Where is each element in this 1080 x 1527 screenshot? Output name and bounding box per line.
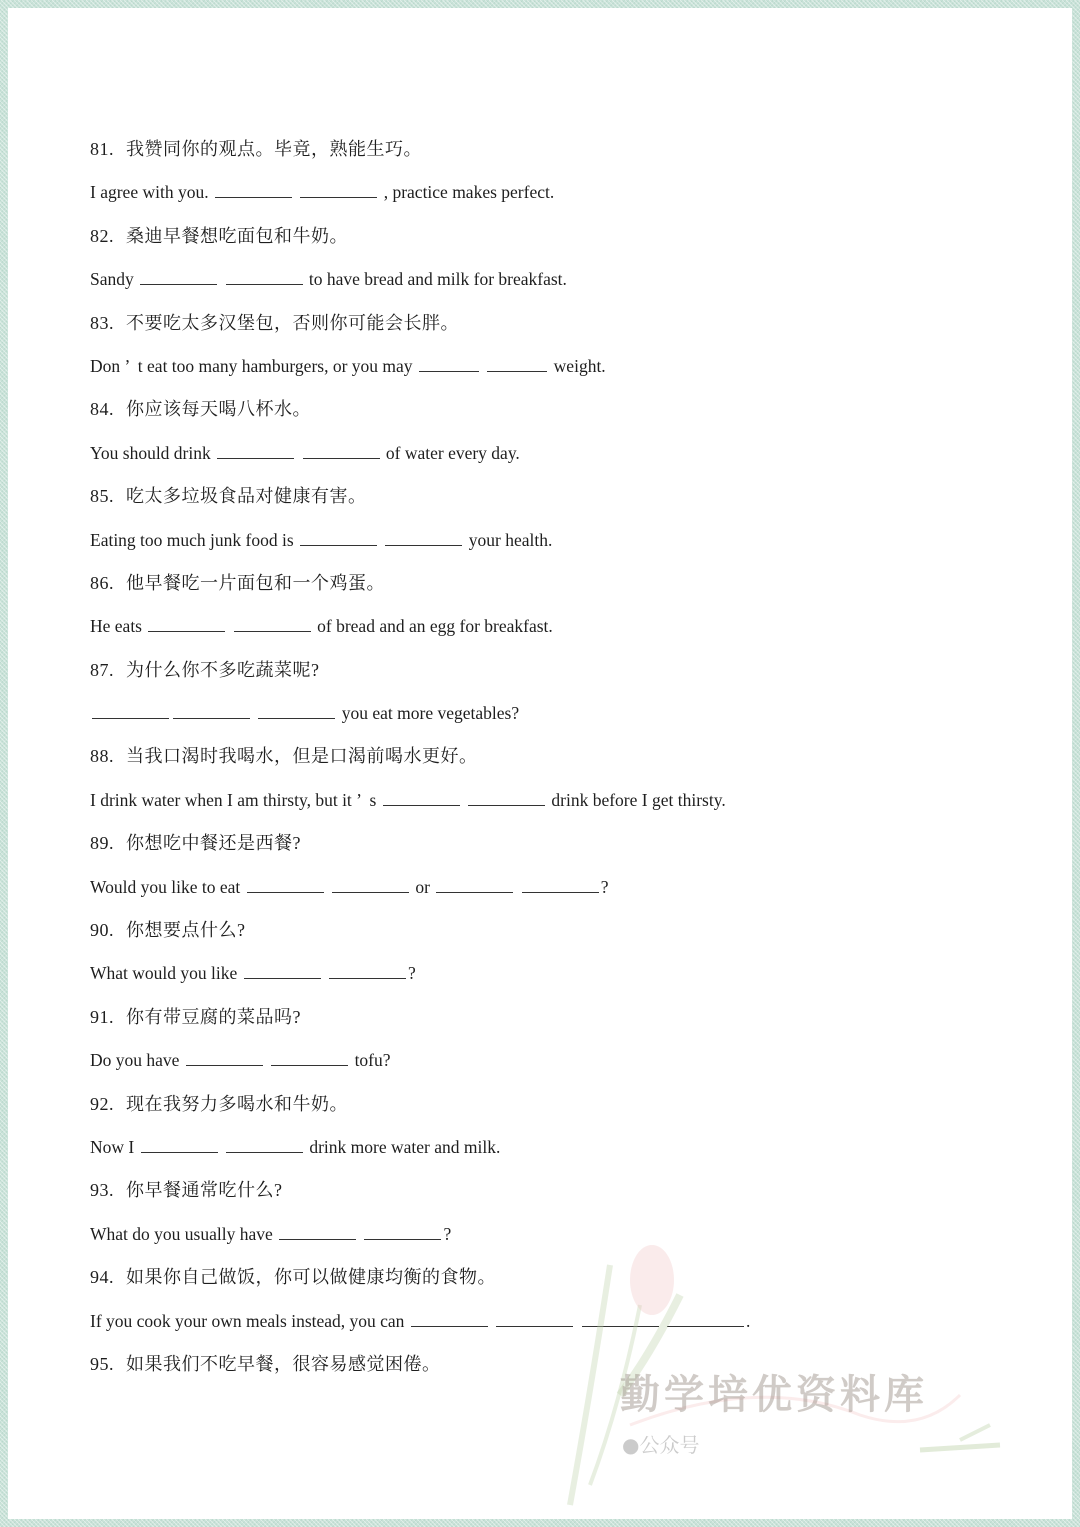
- sentence-fragment: What do you usually have: [90, 1223, 278, 1244]
- question-prompt: [90, 822, 990, 865]
- question-prompt: [90, 215, 990, 258]
- sentence-fragment: tofu?: [350, 1050, 391, 1071]
- question-number: 94.: [90, 1267, 114, 1288]
- answer-blank[interactable]: [300, 196, 377, 198]
- question-prompt: [90, 1083, 990, 1126]
- question-number: 93.: [90, 1180, 114, 1201]
- answer-blank[interactable]: [667, 1325, 744, 1327]
- sentence-fragment: You should drink: [90, 442, 216, 463]
- sentence-fragment: If you cook your own meals instead, you can: [90, 1310, 409, 1331]
- sentence-fragment: [462, 790, 466, 810]
- answer-blank[interactable]: [173, 717, 250, 719]
- question-chinese-text: 你应该每天喝八杯水。: [126, 399, 311, 420]
- sentence-fragment: your health.: [464, 529, 553, 550]
- question-prompt: [90, 1256, 990, 1299]
- question-number: 88.: [90, 746, 114, 767]
- question-english-sentence: [90, 258, 990, 301]
- answer-blank[interactable]: [186, 1064, 263, 1066]
- answer-blank[interactable]: [329, 977, 406, 979]
- sentence-fragment: or: [410, 876, 435, 897]
- question-chinese-text: 他早餐吃一片面包和一个鸡蛋。: [126, 572, 385, 593]
- sentence-fragment: Eating too much junk food is: [90, 529, 299, 550]
- answer-blank[interactable]: [140, 283, 217, 285]
- sentence-fragment: [220, 1137, 224, 1157]
- answer-blank[interactable]: [582, 1325, 659, 1327]
- question-number: 87.: [90, 659, 114, 680]
- question-number: 83.: [90, 312, 114, 333]
- sentence-fragment: [323, 963, 327, 983]
- answer-blank[interactable]: [383, 804, 460, 806]
- answer-blank[interactable]: [279, 1238, 356, 1240]
- question-prompt: [90, 735, 990, 778]
- question-number: 82.: [90, 225, 114, 246]
- answer-blank[interactable]: [522, 891, 599, 893]
- sentence-fragment: Don ’ t eat too many hamburgers, or you may: [90, 355, 417, 376]
- sentence-fragment: .: [745, 1310, 751, 1331]
- question-english-sentence: [90, 1300, 990, 1343]
- sentence-fragment: What would you like: [90, 963, 242, 984]
- sentence-fragment: [358, 1224, 362, 1244]
- question-chinese-text: 你早餐通常吃什么?: [126, 1180, 283, 1201]
- question-number: 92.: [90, 1093, 114, 1114]
- question-number: 91.: [90, 1006, 114, 1027]
- sentence-fragment: to have bread and milk for breakfast.: [304, 269, 567, 290]
- answer-blank[interactable]: [468, 804, 545, 806]
- question-english-sentence: [90, 866, 990, 909]
- question-number: 85.: [90, 486, 114, 507]
- question-english-sentence: [90, 779, 990, 822]
- question-chinese-text: 你想要点什么?: [126, 920, 246, 941]
- answer-blank[interactable]: [332, 891, 409, 893]
- sentence-fragment: [219, 269, 223, 289]
- question-prompt: [90, 388, 990, 431]
- question-english-sentence: [90, 432, 990, 475]
- sentence-fragment: [252, 703, 256, 723]
- question-english-sentence: [90, 692, 990, 735]
- question-prompt: [90, 1169, 990, 1212]
- question-chinese-text: 为什么你不多吃蔬菜呢?: [126, 659, 320, 680]
- answer-blank[interactable]: [385, 544, 462, 546]
- answer-blank[interactable]: [141, 1151, 218, 1153]
- question-prompt: [90, 649, 990, 692]
- question-chinese-text: 如果我们不吃早餐，很容易感觉困倦。: [126, 1353, 441, 1374]
- sentence-fragment: He eats: [90, 616, 147, 637]
- question-list: [90, 128, 990, 1386]
- sentence-fragment: I agree with you.: [90, 182, 213, 203]
- sentence-fragment: [296, 443, 300, 463]
- question-english-sentence: [90, 1126, 990, 1169]
- sentence-fragment: of water every day.: [381, 442, 520, 463]
- question-chinese-text: 吃太多垃圾食品对健康有害。: [126, 486, 367, 507]
- question-prompt: [90, 1343, 990, 1386]
- question-chinese-text: 现在我努力多喝水和牛奶。: [126, 1093, 348, 1114]
- answer-blank[interactable]: [247, 891, 324, 893]
- sentence-fragment: Now I: [90, 1136, 139, 1157]
- wechat-icon: ●: [622, 1433, 640, 1457]
- answer-blank[interactable]: [226, 1151, 303, 1153]
- answer-blank[interactable]: [215, 196, 292, 198]
- sentence-fragment: [661, 1311, 665, 1331]
- question-chinese-text: 桑迪早餐想吃面包和牛奶。: [126, 225, 348, 246]
- question-chinese-text: 你想吃中餐还是西餐?: [126, 833, 301, 854]
- sentence-fragment: [294, 182, 298, 202]
- answer-blank[interactable]: [217, 457, 294, 459]
- question-english-sentence: [90, 345, 990, 388]
- sentence-fragment: , practice makes perfect.: [379, 182, 555, 203]
- sentence-fragment: Do you have: [90, 1050, 184, 1071]
- question-number: 89.: [90, 833, 114, 854]
- answer-blank[interactable]: [364, 1238, 441, 1240]
- question-prompt: [90, 475, 990, 518]
- sentence-fragment: [481, 356, 485, 376]
- question-english-sentence: [90, 171, 990, 214]
- sentence-fragment: Would you like to eat: [90, 876, 245, 897]
- answer-blank[interactable]: [234, 630, 311, 632]
- answer-blank[interactable]: [300, 544, 377, 546]
- question-chinese-text: 当我口渴时我喝水，但是口渴前喝水更好。: [126, 746, 478, 767]
- answer-blank[interactable]: [436, 891, 513, 893]
- sentence-fragment: [265, 1050, 269, 1070]
- answer-blank[interactable]: [411, 1325, 488, 1327]
- answer-blank[interactable]: [148, 630, 225, 632]
- sentence-fragment: Sandy: [90, 269, 139, 290]
- question-english-sentence: [90, 1039, 990, 1082]
- sentence-fragment: I drink water when I am thirsty, but it ’ s: [90, 789, 381, 810]
- question-prompt: [90, 302, 990, 345]
- question-number: 81.: [90, 139, 114, 159]
- answer-blank[interactable]: [244, 977, 321, 979]
- sentence-fragment: ?: [600, 876, 609, 897]
- sentence-fragment: [575, 1311, 579, 1331]
- question-prompt: [90, 996, 990, 1039]
- sentence-fragment: drink more water and milk.: [304, 1136, 501, 1157]
- question-number: 95.: [90, 1353, 114, 1374]
- watermark-subtitle-text: 公众号: [639, 1433, 700, 1457]
- question-english-sentence: [90, 605, 990, 648]
- question-prompt: [90, 909, 990, 952]
- question-chinese-text: 不要吃太多汉堡包，否则你可能会长胖。: [126, 312, 459, 333]
- sentence-fragment: of bread and an egg for breakfast.: [312, 616, 553, 637]
- question-english-sentence: [90, 952, 990, 995]
- question-prompt: [90, 128, 990, 171]
- question-english-sentence: [90, 1213, 990, 1256]
- sentence-fragment: ?: [408, 963, 416, 984]
- answer-blank[interactable]: [496, 1325, 573, 1327]
- question-number: 86.: [90, 572, 114, 593]
- sentence-fragment: [379, 530, 383, 550]
- answer-blank[interactable]: [226, 283, 303, 285]
- sentence-fragment: [227, 616, 231, 636]
- question-chinese-text: 你有带豆腐的菜品吗?: [126, 1006, 301, 1027]
- sentence-fragment: [326, 877, 330, 897]
- watermark-title: 勤学培优资料库: [620, 1372, 928, 1418]
- answer-blank[interactable]: [303, 457, 380, 459]
- question-chinese-text: 如果你自己做饭，你可以做健康均衡的食物。: [126, 1267, 496, 1288]
- question-prompt: [90, 562, 990, 605]
- sentence-fragment: ?: [443, 1223, 452, 1244]
- question-chinese-text: 我赞同你的观点。毕竟，熟能生巧。: [126, 139, 422, 159]
- question-english-sentence: [90, 519, 990, 562]
- sentence-fragment: [515, 877, 519, 897]
- answer-blank[interactable]: [258, 717, 335, 719]
- answer-blank[interactable]: [487, 370, 547, 372]
- question-number: 84.: [90, 399, 114, 420]
- sentence-fragment: [490, 1311, 494, 1331]
- sentence-fragment: you eat more vegetables?: [337, 703, 520, 724]
- answer-blank[interactable]: [271, 1064, 348, 1066]
- sentence-fragment: drink before I get thirsty.: [547, 789, 726, 810]
- sentence-fragment: weight.: [549, 355, 606, 376]
- question-number: 90.: [90, 920, 114, 941]
- answer-blank[interactable]: [92, 717, 169, 719]
- answer-blank[interactable]: [419, 370, 479, 372]
